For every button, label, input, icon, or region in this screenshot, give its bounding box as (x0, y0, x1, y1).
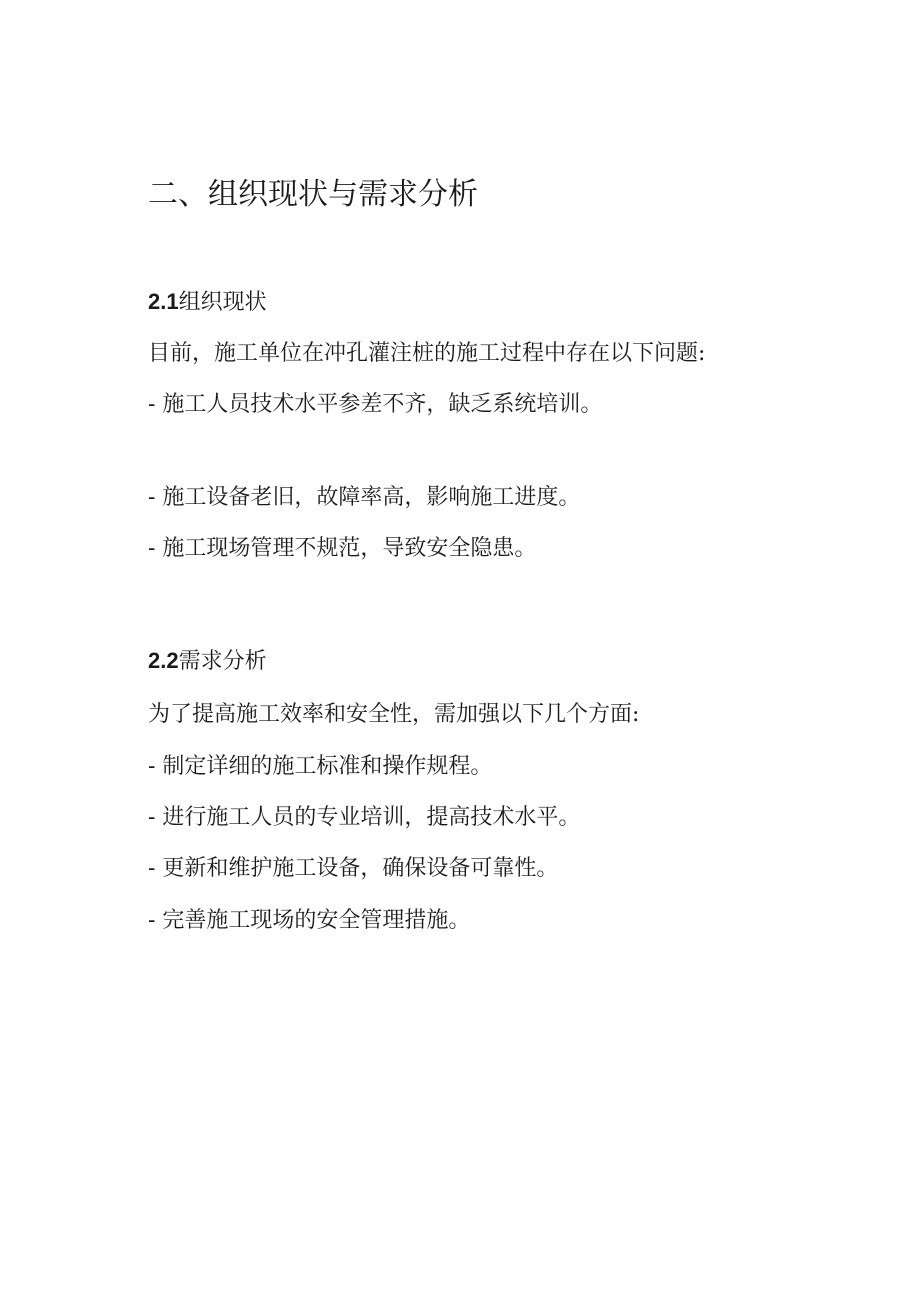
chapter-title: 二、组织现状与需求分析 (148, 177, 478, 212)
section-heading-2-1 (148, 286, 267, 319)
section-number: 2.2 (148, 648, 179, 673)
section-intro-2-1: 目前，施工单位在冲孔灌注桩的施工过程中存在以下问题: (148, 341, 706, 366)
list-item: - 施工设备老旧，故障率高，影响施工进度。 (148, 485, 581, 510)
list-item: - 进行施工人员的专业培训，提高技术水平。 (148, 805, 581, 830)
list-item: - 更新和维护施工设备，确保设备可靠性。 (148, 856, 559, 881)
section-title: 组织现状 (178, 290, 267, 315)
section-number: 2.1 (148, 289, 179, 314)
list-item: - 施工人员技术水平参差不齐，缺乏系统培训。 (148, 392, 603, 417)
list-item: - 完善施工现场的安全管理措施。 (148, 908, 471, 933)
list-item: - 施工现场管理不规范，导致安全隐患。 (148, 536, 537, 561)
section-intro-2-2: 为了提高施工效率和安全性，需加强以下几个方面: (148, 702, 640, 727)
section-title: 需求分析 (178, 649, 267, 674)
list-item: - 制定详细的施工标准和操作规程。 (148, 754, 493, 779)
section-heading-2-2 (148, 645, 267, 678)
